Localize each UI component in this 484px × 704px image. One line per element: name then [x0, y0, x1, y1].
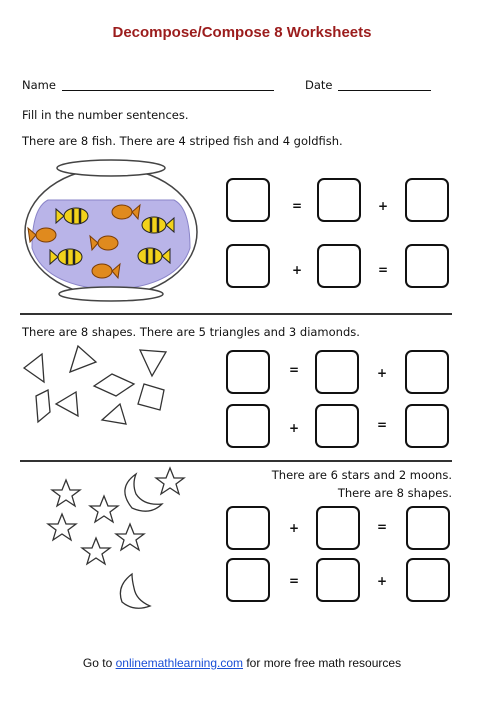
footer-suffix: for more free math resources	[243, 656, 402, 670]
diamond-shape	[36, 390, 50, 422]
answer-box[interactable]	[317, 244, 361, 288]
star-shape	[52, 480, 80, 506]
plus-sign: +	[288, 421, 300, 435]
answer-box[interactable]	[405, 404, 449, 448]
triangle-shape	[140, 350, 166, 376]
moon-shape	[120, 574, 150, 608]
star-shape	[156, 468, 184, 494]
plus-sign: +	[291, 263, 303, 277]
star-shape	[82, 538, 110, 564]
date-label: Date	[305, 78, 333, 92]
answer-box[interactable]	[405, 350, 449, 394]
answer-box[interactable]	[316, 558, 360, 602]
section1-text: There are 8 fish. There are 4 striped fish and 4 goldfish.	[22, 134, 343, 148]
triangle-shape	[24, 354, 44, 382]
answer-box[interactable]	[226, 404, 270, 448]
answer-box[interactable]	[226, 244, 270, 288]
moon-shape	[125, 474, 162, 511]
plus-sign: +	[376, 366, 388, 380]
instructions: Fill in the number sentences.	[22, 108, 189, 122]
answer-box[interactable]	[316, 506, 360, 550]
answer-box[interactable]	[226, 558, 270, 602]
plus-sign: +	[376, 574, 388, 588]
answer-box[interactable]	[226, 350, 270, 394]
answer-box[interactable]	[315, 404, 359, 448]
section2-text: There are 8 shapes. There are 5 triangles and 3 diamonds.	[22, 325, 360, 339]
equals-sign: =	[376, 418, 388, 432]
answer-box[interactable]	[405, 178, 449, 222]
date-line[interactable]	[338, 90, 431, 91]
name-line[interactable]	[62, 90, 274, 91]
section3-text-line1: There are 6 stars and 2 moons.	[271, 468, 452, 482]
star-shape	[48, 514, 76, 540]
triangle-shape	[70, 346, 96, 372]
equals-sign: =	[376, 520, 388, 534]
fishbowl-image	[18, 158, 204, 302]
page-title: Decompose/Compose 8 Worksheets	[112, 24, 372, 41]
star-shape	[90, 496, 118, 522]
plus-sign: +	[377, 199, 389, 213]
equals-sign: =	[377, 263, 389, 277]
section-divider	[20, 313, 452, 315]
equals-sign: =	[291, 199, 303, 213]
diamond-shape	[94, 374, 134, 396]
answer-box[interactable]	[315, 350, 359, 394]
star-shape	[116, 524, 144, 550]
answer-box[interactable]	[405, 244, 449, 288]
section3-text-line2: There are 8 shapes.	[337, 486, 452, 500]
section-divider	[20, 460, 452, 462]
answer-box[interactable]	[317, 178, 361, 222]
answer-box[interactable]	[226, 178, 270, 222]
equals-sign: =	[288, 363, 300, 377]
triangle-shape	[102, 404, 126, 424]
footer-link[interactable]: onlinemathlearning.com	[115, 656, 244, 670]
footer-prefix: Go to	[82, 656, 116, 670]
diamond-shape	[138, 384, 164, 410]
answer-box[interactable]	[406, 558, 450, 602]
stars-moons-image	[40, 466, 190, 614]
shapes-image	[18, 342, 178, 426]
answer-box[interactable]	[226, 506, 270, 550]
name-label: Name	[22, 78, 56, 92]
footer	[0, 656, 484, 670]
triangle-shape	[56, 392, 78, 416]
answer-box[interactable]	[406, 506, 450, 550]
equals-sign: =	[288, 574, 300, 588]
plus-sign: +	[288, 521, 300, 535]
